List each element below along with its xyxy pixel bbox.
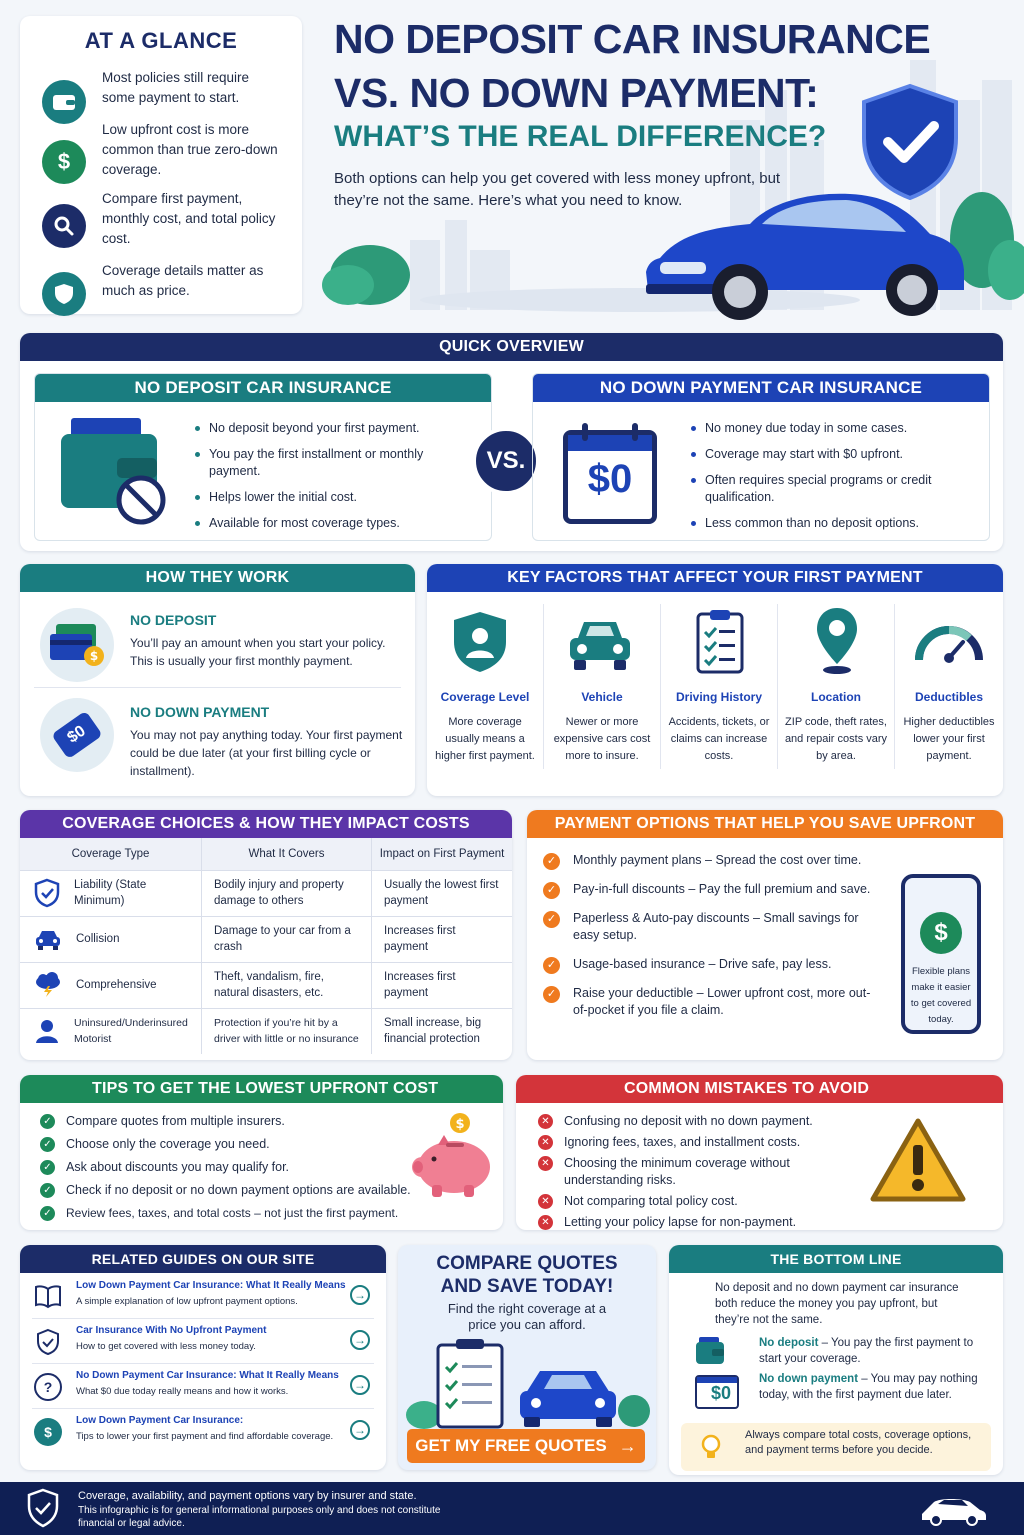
payment-option: ✓ Paperless & Auto-pay discounts – Small savings for easy setup. <box>543 910 883 944</box>
shield-check-icon <box>36 1328 60 1356</box>
cta-title-line-1: COMPARE QUOTES <box>436 1253 618 1274</box>
calendar-amount: $0 <box>711 1383 732 1403</box>
bottom-no-deposit <box>759 1335 983 1367</box>
x-icon: ✕ <box>538 1194 553 1209</box>
price-tag-icon <box>40 698 114 772</box>
check-icon: ✓ <box>543 986 560 1003</box>
footer-line-1: Coverage, availability, and payment options vary by insurer and state. <box>78 1490 417 1502</box>
coverage-type: Liability (State Minimum) <box>74 879 147 907</box>
how-they-work-card <box>20 564 415 796</box>
coverage-type: Collision <box>76 933 120 945</box>
no-down-bullet: Often requires special programs or credit qualification. <box>689 472 979 506</box>
guide-link-2[interactable] <box>32 1320 374 1364</box>
payment-options-card <box>527 810 1003 1060</box>
guide-title: No Down Payment Car Insurance: What It Really Means <box>76 1370 339 1381</box>
check-icon: ✓ <box>40 1183 55 1198</box>
at-a-glance-card <box>20 16 302 314</box>
factor-title: Driving History <box>675 690 762 704</box>
table-row <box>20 870 512 916</box>
price-tag-text: $0 <box>51 711 102 760</box>
arrow-right-icon[interactable]: → <box>350 1375 370 1395</box>
hero-intro: Both options can help you get covered with less money upfront, but they’re not the same. Here’s what you need to know. <box>334 170 781 209</box>
no-deposit-panel <box>34 373 492 541</box>
tips-list <box>40 1113 420 1222</box>
coverage-impact: Usually the lowest first payment <box>372 870 513 916</box>
coverage-impact: Small increase, big financial protection <box>372 1008 513 1054</box>
guide-link-3[interactable] <box>32 1365 374 1409</box>
coverage-covers: Theft, vandalism, fire, natural disasters, etc. <box>202 962 372 1008</box>
x-icon: ✕ <box>538 1215 553 1230</box>
factor-title: Location <box>811 690 861 704</box>
check-icon: ✓ <box>40 1206 55 1221</box>
svg-text:$: $ <box>455 1117 465 1132</box>
how-no-deposit-title: NO DEPOSIT <box>130 612 217 628</box>
guide-title: Low Down Payment Car Insurance: <box>76 1415 244 1426</box>
no-deposit-bullet: You pay the first installment or monthly payment. <box>193 446 478 480</box>
factor-driving-history <box>661 604 778 769</box>
storm-cloud-icon <box>34 972 62 998</box>
tip-item: ✓ Review fees, taxes, and total costs – not just the first payment. <box>40 1205 420 1222</box>
table-row <box>20 916 512 962</box>
mistake-item: ✕ Letting your policy lapse for non-payment. <box>538 1214 838 1230</box>
how-they-work-header: HOW THEY WORK <box>20 564 415 592</box>
mistake-item: ✕ Ignoring fees, taxes, and installment costs. <box>538 1134 838 1151</box>
coverage-choices-header: COVERAGE CHOICES & HOW THEY IMPACT COSTS <box>20 810 512 838</box>
bottom-tip-box <box>681 1423 991 1471</box>
bottom-tip-text: Always compare total costs, coverage options, and payment terms before you decide. <box>745 1429 972 1456</box>
bottom-line-intro: No deposit and no down payment car insurance both reduce the money you pay upfront, but they’re not the same. <box>715 1282 959 1326</box>
how-no-down-text: You may not pay anything today. Your first payment could be due later (at your first billing cycle or installment). <box>130 728 403 778</box>
coverage-covers: Bodily injury and property damage to others <box>202 870 372 916</box>
no-down-label: No down payment <box>759 1373 859 1385</box>
vs-badge: VS. <box>472 427 540 495</box>
dollar-icon: $ <box>42 140 86 184</box>
how-no-down-title: NO DOWN PAYMENT <box>130 704 270 720</box>
mistakes-card <box>516 1075 1003 1230</box>
wallet-icon <box>42 80 86 124</box>
glance-item-1: Most policies still require some payment to start. <box>102 70 250 105</box>
person-icon <box>34 1018 60 1044</box>
car-icon <box>918 1494 990 1526</box>
shield-person-icon <box>451 610 509 674</box>
gauge-icon <box>913 616 985 666</box>
tip-item: ✓ Check if no deposit or no down payment options are available. <box>40 1182 420 1199</box>
shield-check-icon <box>34 878 60 908</box>
no-deposit-bullet: No deposit beyond your first payment. <box>193 420 478 437</box>
payment-options-list <box>543 852 883 1019</box>
coverage-col-impact: Impact on First Payment <box>372 838 513 870</box>
question-icon: ? <box>34 1373 62 1401</box>
glance-item-3: Compare first payment, monthly cost, and total policy cost. <box>102 191 276 246</box>
factor-desc: More coverage usually means a higher first payment. <box>435 716 535 762</box>
payment-option: ✓ Raise your deductible – Lower upfront cost, more out-of-pocket if you file a claim. <box>543 985 883 1019</box>
factor-title: Deductibles <box>914 690 983 704</box>
guide-title: Low Down Payment Car Insurance: What It Really Means <box>76 1280 346 1291</box>
mistakes-header: COMMON MISTAKES TO AVOID <box>516 1075 1003 1103</box>
wallet-no-sign-icon <box>57 414 177 526</box>
factor-title: Coverage Level <box>440 690 530 704</box>
calendar-icon <box>695 1375 739 1409</box>
bottom-line-card <box>669 1245 1003 1475</box>
cta-text: Find the right coverage at a price you can afford. <box>447 1301 607 1332</box>
location-pin-icon <box>814 606 860 676</box>
coverage-type: Uninsured/Underinsured Motorist <box>74 1017 188 1046</box>
no-down-bullet: Less common than no deposit options. <box>689 515 979 532</box>
tip-item: ✓ Compare quotes from multiple insurers. <box>40 1113 420 1130</box>
payment-option: ✓ Usage-based insurance – Drive safe, pay less. <box>543 956 883 973</box>
quick-overview-card <box>20 333 1003 551</box>
card-cash-icon <box>40 608 114 682</box>
car-crash-icon <box>34 928 62 950</box>
factor-desc: ZIP code, theft rates, and repair costs vary by area. <box>784 716 888 762</box>
footer <box>0 1482 1024 1535</box>
payment-option: ✓ Monthly payment plans – Spread the cost over time. <box>543 852 883 869</box>
tips-header: TIPS TO GET THE LOWEST UPFRONT COST <box>20 1075 503 1103</box>
guide-desc: A simple explanation of low upfront payment options. <box>76 1296 298 1307</box>
coverage-impact: Increases first payment <box>372 916 513 962</box>
mistakes-list <box>538 1113 838 1230</box>
piggy-bank-icon <box>408 1111 498 1201</box>
wallet-icon <box>695 1335 725 1365</box>
no-down-header: NO DOWN PAYMENT CAR INSURANCE <box>533 374 989 402</box>
no-deposit-bullet: Helps lower the initial cost. <box>193 489 478 506</box>
guide-desc: What $0 due today really means and how it works. <box>76 1386 289 1397</box>
calendar-icon <box>563 430 657 524</box>
guide-desc: Tips to lower your first payment and find affordable coverage. <box>76 1431 334 1442</box>
arrow-right-icon: → <box>618 1435 637 1456</box>
factor-desc: Accidents, tickets, or claims can increase costs. <box>668 716 770 762</box>
guide-link-4[interactable] <box>32 1410 374 1454</box>
arrow-right-icon[interactable]: → <box>350 1420 370 1440</box>
no-down-text: – You may pay nothing today, with the first payment due later. <box>759 1373 978 1401</box>
guide-link-1[interactable] <box>32 1275 374 1319</box>
check-icon: ✓ <box>40 1114 55 1129</box>
dollar-icon: $ <box>34 1418 62 1446</box>
open-book-icon <box>34 1285 62 1309</box>
bottom-no-down <box>759 1371 983 1403</box>
arrow-right-icon[interactable]: → <box>350 1330 370 1350</box>
payment-option: ✓ Pay-in-full discounts – Pay the full premium and save. <box>543 881 883 898</box>
no-deposit-text: – You pay the first payment to start your coverage. <box>759 1337 974 1365</box>
factor-location <box>778 604 895 769</box>
check-icon: ✓ <box>543 853 560 870</box>
coverage-type: Comprehensive <box>76 979 157 991</box>
shield-check-icon <box>858 82 962 200</box>
how-no-deposit-text: You’ll pay an amount when you start your policy. This is usually your first monthly payment. <box>130 636 386 668</box>
no-down-panel <box>532 373 990 541</box>
mistake-item: ✕ Not comparing total policy cost. <box>538 1193 838 1210</box>
hero-subtitle: WHAT’S THE REAL DIFFERENCE? <box>334 120 827 153</box>
arrow-right-icon[interactable]: → <box>350 1285 370 1305</box>
get-free-quotes-button[interactable] <box>407 1429 645 1463</box>
button-label: GET MY FREE QUOTES <box>415 1436 607 1455</box>
payment-options-header: PAYMENT OPTIONS THAT HELP YOU SAVE UPFRONT <box>527 810 1003 838</box>
mistake-item: ✕ Choosing the minimum coverage without understanding risks. <box>538 1155 838 1189</box>
no-deposit-header: NO DEPOSIT CAR INSURANCE <box>35 374 491 402</box>
factor-desc: Higher deductibles lower your first payment. <box>903 716 995 762</box>
lightbulb-icon <box>699 1433 723 1463</box>
check-icon: ✓ <box>40 1137 55 1152</box>
factor-desc: Newer or more expensive cars cost more to insure. <box>553 716 651 762</box>
clipboard-car-illustration <box>406 1337 650 1429</box>
coverage-covers: Protection if you’re hit by a driver with little or no insurance <box>202 1008 372 1054</box>
factor-vehicle <box>544 604 661 769</box>
tip-item: ✓ Ask about discounts you may qualify for. <box>40 1159 420 1176</box>
search-icon <box>42 204 86 248</box>
x-icon: ✕ <box>538 1114 553 1129</box>
check-icon: ✓ <box>543 957 560 974</box>
check-icon: ✓ <box>543 882 560 899</box>
no-deposit-label: No deposit <box>759 1337 819 1349</box>
check-icon: ✓ <box>40 1160 55 1175</box>
glance-item-2: Low upfront cost is more common than true zero-down coverage. <box>102 122 278 177</box>
check-icon: ✓ <box>543 911 560 928</box>
warning-icon <box>868 1115 968 1205</box>
phone-text: Flexible plans make it easier to get covered today. <box>910 966 972 1025</box>
coverage-table <box>20 838 512 1054</box>
mistake-item: ✕ Confusing no deposit with no down payment. <box>538 1113 838 1130</box>
no-down-bullet: Coverage may start with $0 upfront. <box>689 446 979 463</box>
footer-line-2: This infographic is for general informational purposes only and does not constitute financial or legal advice. <box>78 1505 441 1529</box>
glance-item-4: Coverage details matter as much as price. <box>102 263 264 298</box>
guide-desc: How to get covered with less money today. <box>76 1341 256 1352</box>
clipboard-checklist-icon <box>695 608 745 674</box>
hero-title-line-2: VS. NO DOWN PAYMENT: <box>334 70 819 116</box>
coverage-covers: Damage to your car from a crash <box>202 916 372 962</box>
tips-card <box>20 1075 503 1230</box>
table-row <box>20 1008 512 1054</box>
cta-title-line-2: AND SAVE TODAY! <box>440 1276 614 1297</box>
coverage-impact: Increases first payment <box>372 962 513 1008</box>
key-factors-header: KEY FACTORS THAT AFFECT YOUR FIRST PAYMENT <box>427 564 1003 592</box>
bottom-line-header: THE BOTTOM LINE <box>669 1245 1003 1273</box>
tip-item: ✓ Choose only the coverage you need. <box>40 1136 420 1153</box>
related-guides-card <box>20 1245 386 1470</box>
cta-card <box>398 1245 656 1470</box>
svg-text:$: $ <box>89 649 99 663</box>
related-guides-header: RELATED GUIDES ON OUR SITE <box>20 1245 386 1273</box>
table-row <box>20 962 512 1008</box>
coverage-choices-card <box>20 810 512 1060</box>
x-icon: ✕ <box>538 1135 553 1150</box>
dollar-icon: $ <box>920 912 962 954</box>
factor-deductibles <box>895 604 1003 769</box>
factor-coverage-level <box>427 604 544 769</box>
quick-overview-header: QUICK OVERVIEW <box>20 333 1003 361</box>
how-divider <box>34 687 401 688</box>
car-front-icon <box>566 616 634 672</box>
hero-title-line-1: NO DEPOSIT CAR INSURANCE <box>334 16 931 62</box>
key-factors-card <box>427 564 1003 796</box>
coverage-col-covers: What It Covers <box>202 838 372 870</box>
calendar-amount: $0 <box>587 457 633 501</box>
shield-check-icon <box>26 1488 60 1528</box>
guide-title: Car Insurance With No Upfront Payment <box>76 1325 267 1336</box>
factor-title: Vehicle <box>581 690 623 704</box>
no-down-bullet: No money due today in some cases. <box>689 420 979 437</box>
at-a-glance-title: AT A GLANCE <box>84 28 238 53</box>
no-deposit-bullets <box>193 420 478 532</box>
hero-section <box>310 0 1024 330</box>
no-deposit-bullet: Available for most coverage types. <box>193 515 478 532</box>
x-icon: ✕ <box>538 1156 553 1171</box>
shield-icon <box>42 272 86 316</box>
no-down-bullets <box>689 420 979 532</box>
blue-car-illustration <box>640 188 970 328</box>
phone-illustration <box>901 874 981 1034</box>
coverage-col-type: Coverage Type <box>20 838 202 870</box>
